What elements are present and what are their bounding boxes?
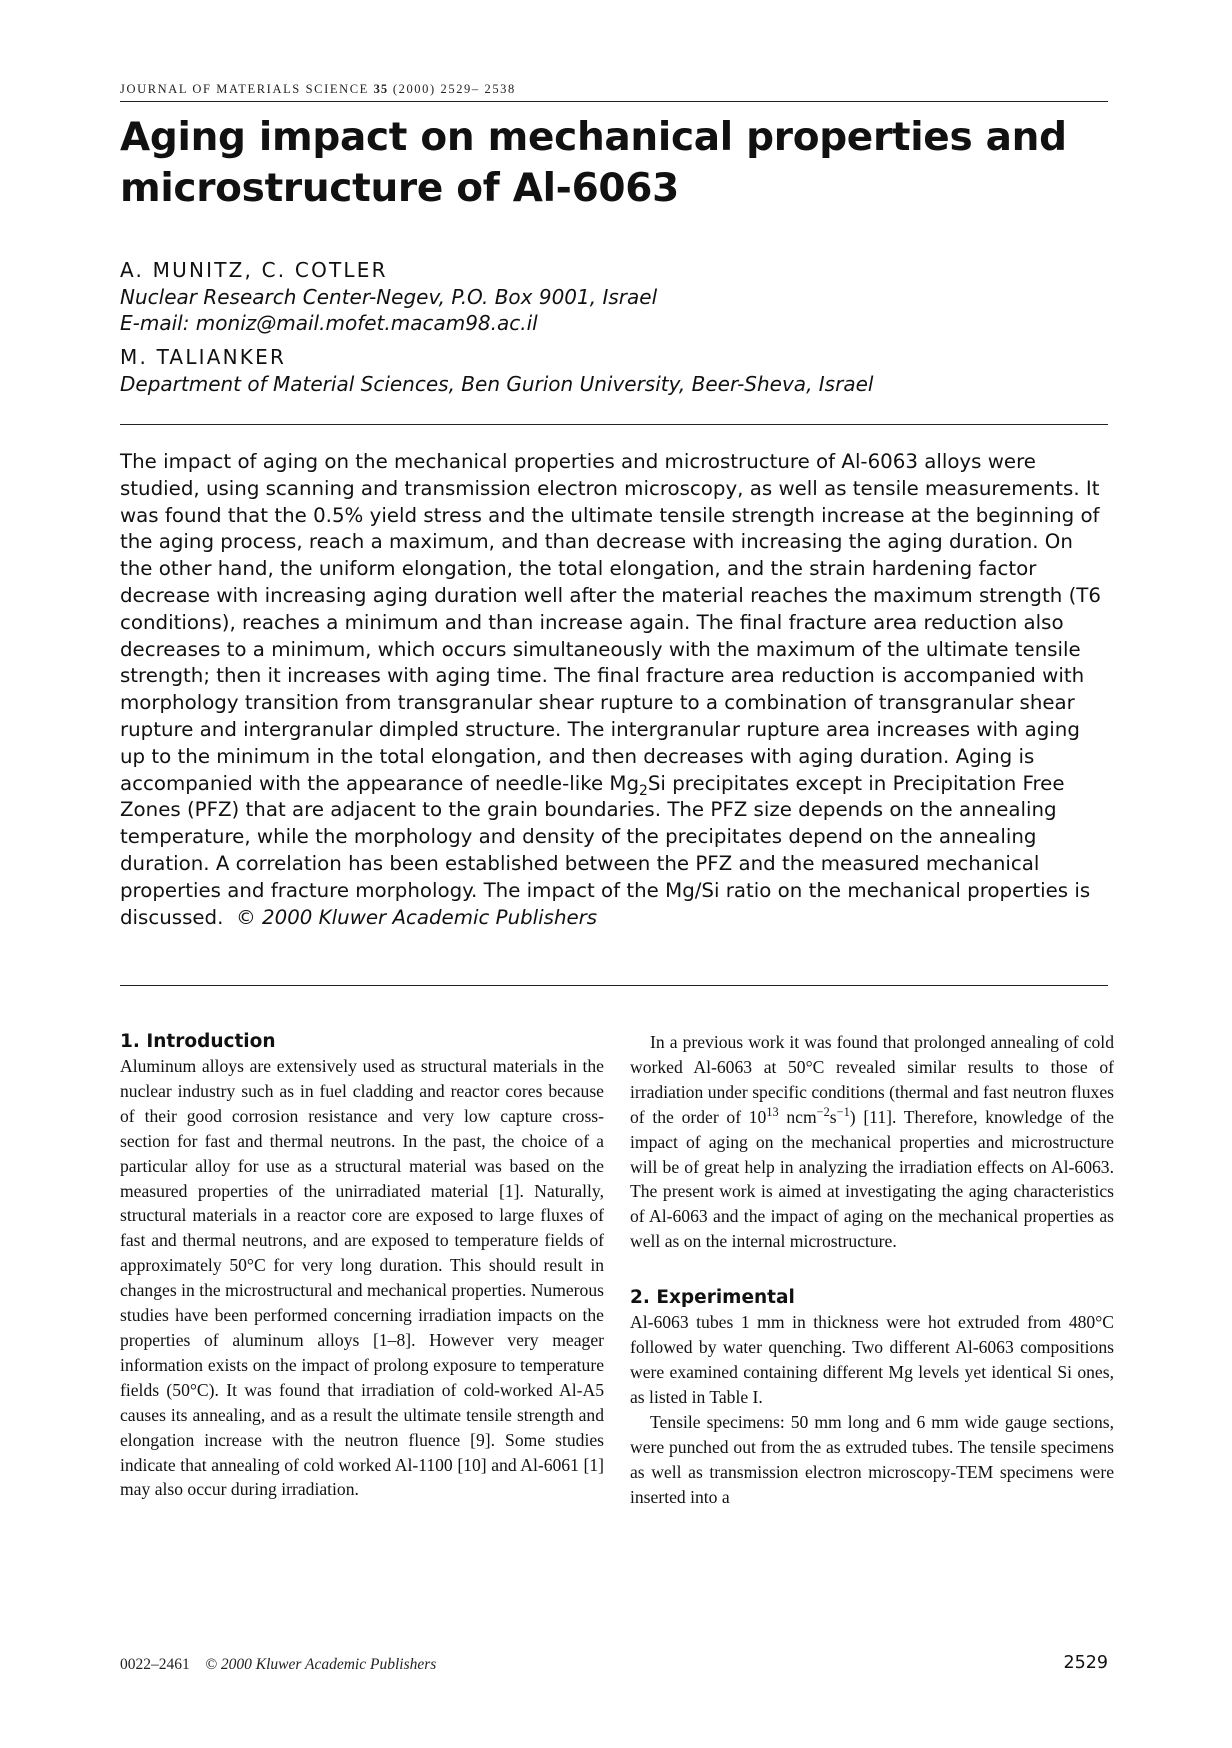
footer-publisher: © 2000 Kluwer Academic Publishers [205,1656,437,1673]
sup-minus-1: −1 [836,1104,850,1119]
abstract-text-b: Si precipitates except in Precipitation Free Zones (PFZ) that are adjacent to the grain boundaries. The PFZ size depends on the annealing temperature, while the morphology and density of the precipitates depend on the annealing duration. A correlation has been established between the PFZ and the measured mechanical properties and fracture morphology. The impact of the Mg/Si ratio on the mechanical properties is discussed. [120,771,1091,929]
previous-work-text-b: ncm [778,1106,817,1127]
intro-heading: 1. Introduction [120,1031,276,1052]
journal-header [120,82,1108,97]
abstract-top-rule [120,424,1108,425]
previous-work-paragraph [630,1030,1114,1254]
previous-work-text-a: In a previous work it was found that prolonged annealing of cold worked Al-6063 at 50°C revealed similar results to those of irradiation under specific conditions (thermal and fast neutron fluxes of the order of 10 [630,1032,1114,1127]
header-rule [120,101,1108,102]
email: E-mail: moniz@mail.mofet.macam98.ac.il [120,311,538,335]
previous-work-text-c: s [829,1106,837,1127]
footer-issn: 0022–2461 [120,1656,190,1673]
sup-minus-2: −2 [816,1104,830,1119]
experimental-heading: 2. Experimental [630,1287,795,1309]
footer-left [120,1656,436,1674]
left-column [120,1030,604,1502]
sup-13: 13 [766,1104,779,1119]
abstract [120,449,1108,931]
experimental-paragraph-1: Al-6063 tubes 1 mm in thickness were hot extruded from 480°C followed by water quenching. Two different Al-6063 compositions were examined containing different Mg levels yet identical Si ones, as listed in Table I. [630,1312,1114,1407]
intro-paragraph: Aluminum alloys are extensively used as structural materials in the nuclear industry such as in fuel cladding and reactor cores because of their good corrosion resistance and very low capture cross-section for fast and thermal neutrons. In the past, the choice of a particular alloy for use as a structural material was based on the measured properties of the unirradiated material [1]. Naturally, structural materials in a reactor core are exposed to large fluxes of fast and thermal neutrons, and are exposed to temperature fields of approximately 50°C for very long duration. This should result in changes in the microstructural and mechanical properties. Numerous studies have been performed concerning irradiation impacts on the properties of aluminum alloys [1–8]. However very meager information exists on the impact of prolong exposure to temperature fields (50°C). It was found that irradiation of cold-worked Al-A5 causes its annealing, and as a result the ultimate tensile strength and elongation increase with the neutron fluence [9]. Some studies indicate that annealing of cold worked Al-1100 [10] and Al-6061 [1] may also occur during irradiation. [120,1056,604,1500]
journal-name: JOURNAL OF MATERIALS SCIENCE [120,82,369,96]
authors-1: A. MUNITZ, C. COTLER [120,258,388,282]
abstract-bottom-rule [120,985,1108,986]
page-number: 2529 [1063,1653,1108,1673]
abstract-text-a: The impact of aging on the mechanical properties and microstructure of Al-6063 alloys were studied, using scanning and transmission electron microscopy, as well as tensile measurements. It was found that the 0.5% yield stress and the ultimate tensile strength increase at the beginning of the aging process, reach a maximum, and than decrease with increasing the aging duration. On the other hand, the uniform elongation, the total elongation, and the strain hardening factor decrease with increasing aging duration well after the material reaches the maximum strength (T6 conditions), reaches a minimum and than increase again. The final fracture area reduction also decreases to a minimum, which occurs simultaneously with the maximum of the ultimate tensile strength; then it increases with aging time. The final fracture area reduction is accompanied with morphology transition from transgranular shear rupture to a combination of transgranular shear rupture and intergranular dimpled structure. The intergranular rupture area increases with aging up to the minimum in the total elongation, and then decreases with aging duration. Aging is accompanied with the appearance of needle-like Mg [120,450,1101,795]
right-column [630,1030,1114,1509]
previous-work-text-d: ) [11]. Therefore, knowledge of the impact of aging on the mechanical properties and microstructure will be of great help in analyzing the irradiation effects on Al-6063. The present work is aimed at investigating the aging characteristics of Al-6063 and the impact of aging on the mechanical properties as well as on the internal microstructure. [630,1106,1114,1252]
paper-title [120,112,1108,214]
experimental-paragraph-2: Tensile specimens: 50 mm long and 6 mm wide gauge sections, were punched out from the as extruded tubes. The tensile specimens as well as transmission electron microscopy-TEM specimens were inserted into a [630,1411,1114,1507]
authors-2: M. TALIANKER [120,345,287,369]
journal-volume: 35 [373,82,389,96]
abstract-copyright: © 2000 Kluwer Academic Publishers [235,905,598,929]
affiliation-1: Nuclear Research Center-Negev, P.O. Box 9001, Israel [120,285,658,309]
journal-year-pages: (2000) 2529– 2538 [392,82,516,96]
title-line-1: Aging impact on mechanical properties and [120,115,1067,160]
title-line-2: microstructure of Al-6063 [120,166,679,211]
abstract-subscript: 2 [639,782,648,799]
affiliation-2: Department of Material Sciences, Ben Gurion University, Beer-Sheva, Israel [120,372,874,396]
